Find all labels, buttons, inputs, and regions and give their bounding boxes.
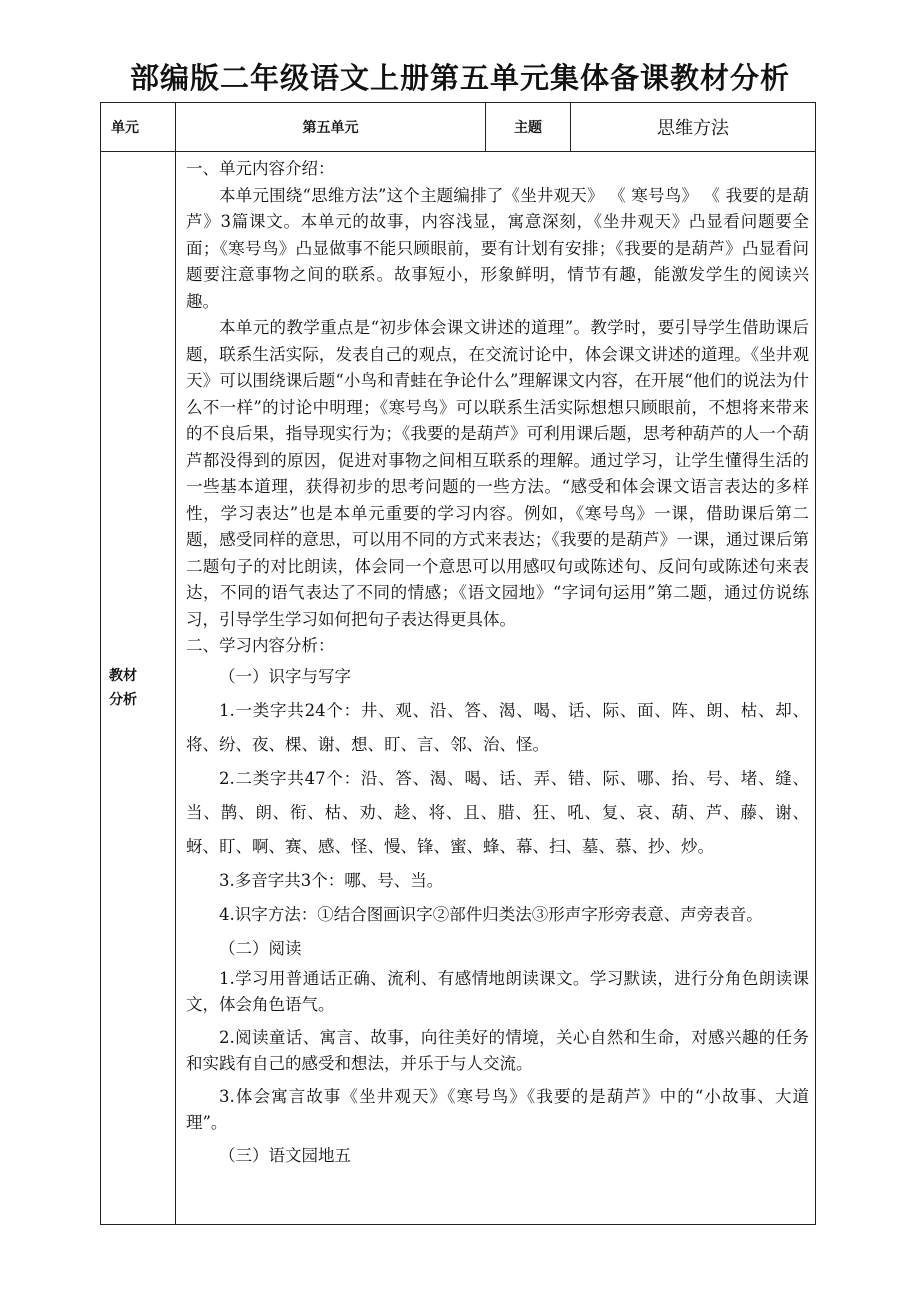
literacy-heading: （一）识字与写字 [219,666,351,686]
content-cell [176,152,816,1225]
theme-label: 主题 [486,103,571,152]
literacy-item-2: 2.二类字共47个：沿、答、渴、喝、话、弄、错、际、哪、抬、号、堵、缝、当、鹊、朗、衔、枯、劝、趁、将、且、腊、狂、吼、复、哀、葫、芦、藤、谢、蚜、盯、啊、赛、感、怪、慢、锋、蜜、蜂、幕、扫、墓、慕、抄、炒。 [186,768,809,856]
section1-paragraph-2: 本单元的教学重点是“初步体会课文讲述的道理”。教学时，要引导学生借助课后题，联系生活实际，发表自己的观点，在交流讨论中，体会课文讲述的道理。《坐井观天》可以围绕课后题“小鸟和青蛙在争论什么”理解课文内容，在开展“他们的说法为什么不一样”的讨论中明理；《寒号鸟》可以联系生活实际想想只顾眼前，不想将来带来的不良后果，指导现实行为；《我要的是葫芦》可利用课后题，思考种葫芦的人一个葫芦都没得到的原因，促进对事物之间相互联系的理解。通过学习，让学生懂得生活的一些基本道理，获得初步的思考问题的一些方法。“感受和体会课文语言表达的多样性，学习表达”也是本单元重要的学习内容。例如，《寒号鸟》一课，借助课后第二题，感受同样的意思，可以用不同的方式来表达；《我要的是葫芦》一课，通过课后第二题句子的对比朗读，体会同一个意思可以用感叹句或陈述句、反问句或陈述句来表达，不同的语气表达了不同的情感；《语文园地》“字词句运用”第二题，通过仿说练习，引导学生学习如何把句子表达得更具体。 [186,318,809,629]
header-row [101,103,816,152]
material-analysis-label [101,152,176,1225]
section1-paragraph-1: 本单元围绕“思维方法”这个主题编排了《坐井观天》 《 寒号鸟》 《 我要的是葫芦》3篇课文。本单元的故事，内容浅显，寓意深刻，《坐井观天》凸显看问题要全面；《寒号鸟》凸显做事不能只顾眼前，要有计划有安排；《我要的是葫芦》凸显看问题要注意事物之间的联系。故事短小，形象鲜明，情节有趣，能激发学生的阅读兴趣。 [186,185,809,311]
unit-value: 第五单元 [176,103,486,152]
material-analysis-label-text: 教材分析 [109,668,137,708]
section2-heading: 二、学习内容分析： [186,636,335,655]
literacy-item-3: 3.多音字共3个：哪、号、当。 [219,870,444,890]
reading-item-3: 3.体会寓言故事《坐井观天》《寒号鸟》《我要的是葫芦》中的“小故事、大道理”。 [186,1086,809,1132]
section1-heading: 一、单元内容介绍： [186,159,335,178]
content-row [101,152,816,1225]
reading-item-2: 2.阅读童话、寓言、故事，向往美好的情境，关心自然和生命，对感兴趣的任务和实践有自己的感受和想法，并乐于与人交流。 [186,1027,809,1073]
lesson-analysis-table [100,102,816,1225]
literacy-item-4: 4.识字方法：①结合图画识字②部件归类法③形声字形旁表意、声旁表音。 [219,904,763,924]
theme-value: 思维方法 [571,103,816,152]
chinese-garden-heading: （三）语文园地五 [219,1145,351,1165]
reading-item-1: 1.学习用普通话正确、流利、有感情地朗读课文。学习默读，进行分角色朗读课文，体会角色语气。 [186,968,809,1014]
unit-label: 单元 [101,103,176,152]
literacy-item-1: 1.一类字共24个：井、观、沿、答、渴、喝、话、际、面、阵、朗、枯、却、将、纷、夜、棵、谢、想、盯、言、邻、治、怪。 [186,700,809,754]
reading-heading: （二）阅读 [219,938,302,958]
document-title: 部编版二年级语文上册第五单元集体备课教材分析 [129,61,790,95]
